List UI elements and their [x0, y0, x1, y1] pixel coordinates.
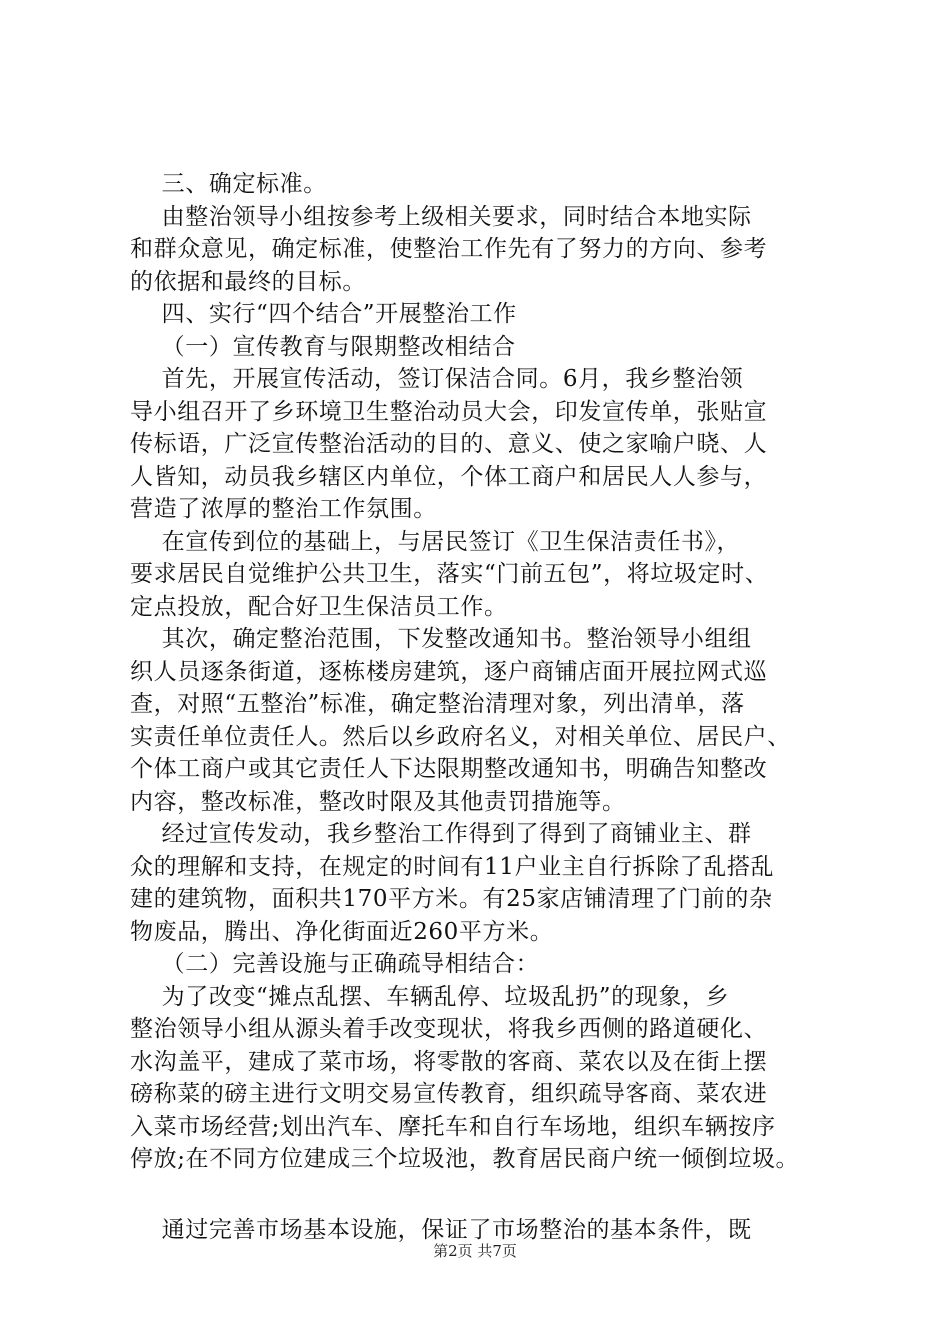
paragraph-line: 首先，开展宣传活动，签订保洁合同。6月，我乡整治领 — [130, 366, 744, 392]
paragraph-line: 导小组召开了乡环境卫生整治动员大会，印发宣传单，张贴宣 — [130, 398, 768, 425]
paragraph-line: 为了改变“摊点乱摆、车辆乱停、垃圾乱扔”的现象，乡 — [130, 983, 730, 1010]
subheading-1: （一）宣传教育与限期整改相结合 — [130, 333, 516, 360]
paragraph-line: 营造了浓厚的整治工作氛围。 — [130, 496, 437, 522]
paragraph-line: 经过宣传发动，我乡整治工作得到了得到了商铺业主、群 — [130, 821, 752, 847]
paragraph-line: 实责任单位责任人。然后以乡政府名义，对相关单位、居民户、 — [130, 723, 791, 750]
paragraph-line: 的依据和最终的目标。 — [130, 268, 366, 295]
paragraph-line: 物废品，腾出、净化街面近260平方米。 — [130, 918, 554, 945]
paragraph-line: 织人员逐条街道，逐栋楼房建筑，逐户商铺店面开展拉网式巡 — [130, 658, 768, 685]
paragraph-line: 人皆知，动员我乡辖区内单位，个体工商户和居民人人参与， — [130, 463, 768, 490]
paragraph-line: 水沟盖平，建成了菜市场，将零散的客商、菜农以及在街上摆 — [130, 1048, 768, 1075]
subheading-2: （二）完善设施与正确疏导相结合： — [130, 951, 540, 977]
paragraph-line: 传标语，广泛宣传整治活动的目的、意义、使之家喻户晓、人 — [130, 431, 768, 457]
page-number-footer: 第2页 共7页 — [433, 1242, 517, 1260]
heading-4: 四、实行“四个结合”开展整治工作 — [130, 301, 517, 327]
paragraph-line: 定点投放，配合好卫生保洁员工作。 — [130, 593, 508, 620]
paragraph-line: 整治领导小组从源头着手改变现状，将我乡西侧的路道硬化、 — [130, 1016, 768, 1042]
paragraph-line: 众的理解和支持，在规定的时间有11户业主自行拆除了乱搭乱 — [130, 853, 775, 880]
paragraph-line: 其次，确定整治范围，下发整改通知书。整治领导小组组 — [130, 626, 752, 652]
paragraph-line: 在宣传到位的基础上，与居民签订《卫生保洁责任书》， — [130, 528, 741, 555]
paragraph-line: 由整治领导小组按参考上级相关要求，同时结合本地实际 — [130, 203, 752, 230]
paragraph-line: 内容，整改标准，整改时限及其他责罚措施等。 — [130, 788, 626, 815]
paragraph-line: 通过完善市场基本设施，保证了市场整治的基本条件，既 — [130, 1216, 752, 1243]
paragraph-line: 磅称菜的磅主进行文明交易宣传教育，组织疏导客商、菜农进 — [130, 1081, 768, 1107]
heading-3: 三、确定标准。 — [130, 171, 327, 197]
paragraph-line: 入菜市场经营;划出汽车、摩托车和自行车场地，组织车辆按序 — [130, 1113, 776, 1140]
paragraph-line: 停放;在不同方位建成三个垃圾池，教育居民商户统一倾倒垃圾。 — [130, 1146, 800, 1172]
paragraph-gap — [130, 1176, 830, 1214]
paragraph-line: 和群众意见，确定标准，使整治工作先有了努力的方向、参考 — [130, 236, 768, 262]
document-body — [130, 168, 830, 1246]
paragraph-line: 查，对照“五整治”标准，确定整治清理对象，列出清单，落 — [130, 691, 745, 717]
paragraph-line: 要求居民自觉维护公共卫生，落实“门前五包”，将垃圾定时、 — [130, 561, 769, 587]
paragraph-line: 个体工商户或其它责任人下达限期整改通知书，明确告知整改 — [130, 756, 768, 782]
paragraph-line: 建的建筑物，面积共170平方米。有25家店铺清理了门前的杂 — [130, 886, 773, 912]
